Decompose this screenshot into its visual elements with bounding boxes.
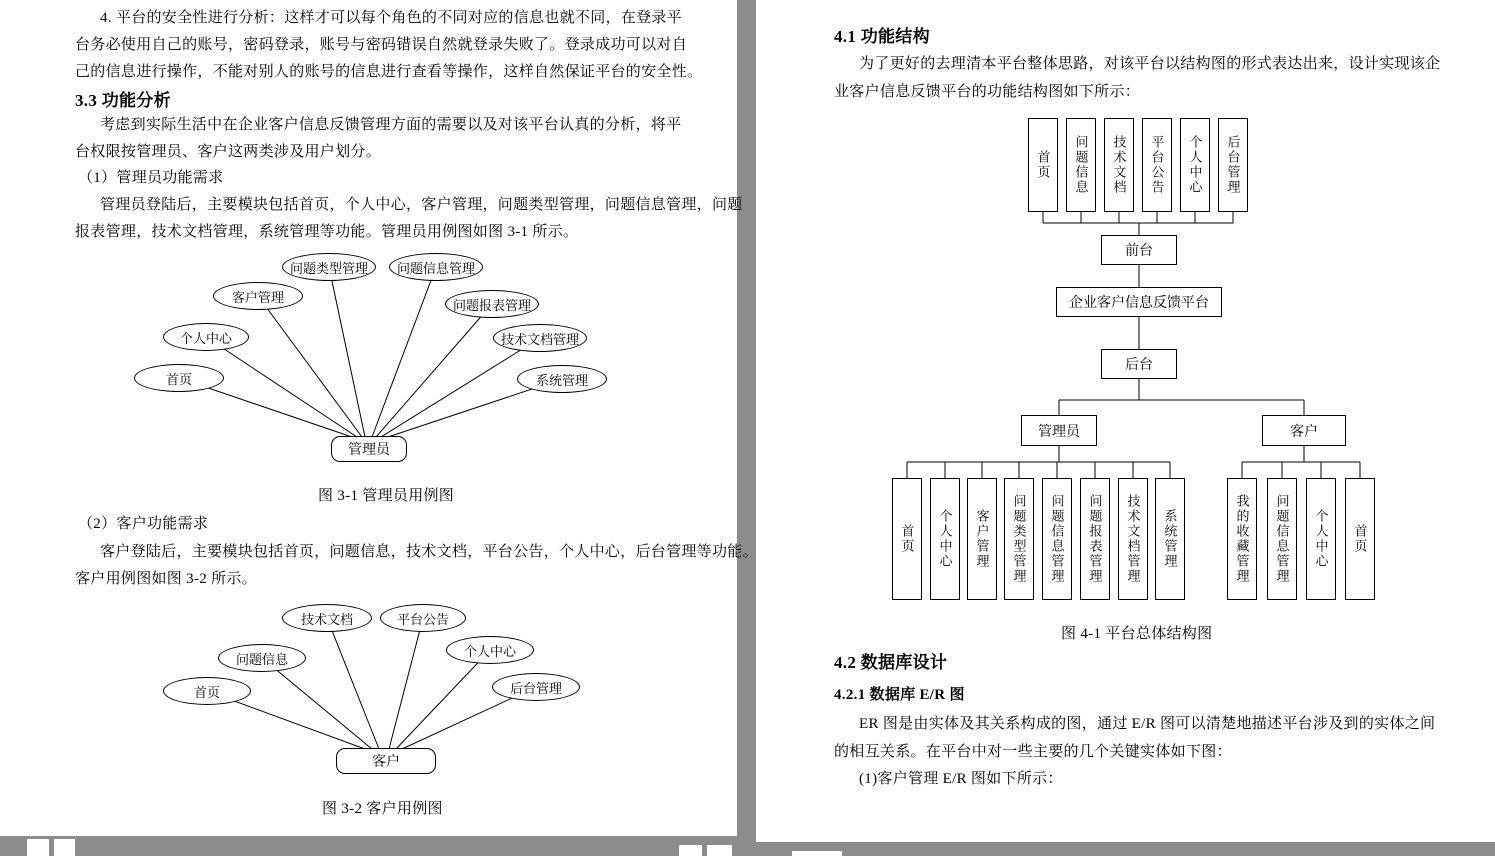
usecase-ellipse: 系统管理	[517, 365, 607, 393]
node-platform-root: 企业客户信息反馈平台	[1056, 287, 1222, 317]
paragraph-line: 客户登陆后，主要模块包括首页，问题信息，技术文档，平台公告，个人中心，后台管理等功能。	[100, 544, 758, 560]
module-box-admin: 问题类型管理	[1004, 478, 1034, 600]
next-page-fragment	[792, 851, 842, 856]
paragraph-line: 4. 平台的安全性进行分析：这样才可以每个角色的不同对应的信息也就不同，在登录平	[100, 10, 683, 26]
next-page-fragment	[679, 845, 702, 856]
usecase-ellipse: 平台公告	[380, 604, 466, 632]
next-page-fragment	[27, 839, 49, 856]
module-box-customer: 问题信息管理	[1267, 478, 1297, 600]
document-page-right	[756, 0, 1495, 842]
module-box-admin: 系统管理	[1155, 478, 1185, 600]
module-box-front: 技术文档	[1104, 118, 1134, 212]
paragraph-line: 管理员登陆后，主要模块包括首页，个人中心，客户管理，问题类型管理，问题信息管理，问题	[100, 197, 743, 213]
usecase-ellipse: 个人中心	[446, 636, 534, 664]
figure-caption-4-1: 图 4-1 平台总体结构图	[1061, 626, 1213, 642]
usecase-ellipse: 技术文档	[282, 604, 372, 632]
paragraph-line: 己的信息进行操作，不能对别人的账号的信息进行查看等操作，这样自然保证平台的安全性。	[75, 64, 703, 80]
node-customer: 客户	[1262, 415, 1346, 446]
module-box-front: 首页	[1028, 118, 1058, 212]
usecase-ellipse: 首页	[163, 677, 251, 705]
usecase-ellipse: 后台管理	[492, 673, 580, 701]
module-box-customer: 个人中心	[1306, 478, 1336, 600]
module-box-front: 平台公告	[1142, 118, 1172, 212]
module-box-customer: 我的收藏管理	[1227, 478, 1257, 600]
paragraph-line: 考虑到实际生活中在企业客户信息反馈管理方面的需要以及对该平台认真的分析，将平	[100, 117, 682, 133]
node-front-end: 前台	[1101, 235, 1177, 265]
paragraph-line: 业客户信息反馈平台的功能结构图如下所示：	[834, 84, 1141, 100]
paragraph-line: 为了更好的去理清本平台整体思路，对该平台以结构图的形式表达出来，设计实现该企	[859, 56, 1441, 72]
paragraph-line: 台权限按管理员、客户这两类涉及用户划分。	[75, 144, 382, 160]
actor-box-admin: 管理员	[331, 436, 407, 462]
module-box-admin: 问题信息管理	[1042, 478, 1072, 600]
module-box-admin: 技术文档管理	[1118, 478, 1148, 600]
module-box-customer: 首页	[1345, 478, 1375, 600]
section-heading-4-1: 4.1 功能结构	[834, 27, 930, 46]
section-heading-4-2: 4.2 数据库设计	[834, 653, 948, 672]
usecase-ellipse: 问题信息	[218, 644, 306, 672]
module-box-admin: 个人中心	[930, 478, 960, 600]
paragraph-line: 报表管理，技术文档管理，系统管理等功能。管理员用例图如图 3-1 所示。	[75, 224, 579, 240]
usecase-ellipse: 问题报表管理	[445, 290, 539, 318]
list-item-admin-requirement: （1）管理员功能需求	[78, 170, 224, 186]
paragraph-line: 客户用例图如图 3-2 所示。	[75, 571, 257, 587]
document-page-left	[0, 0, 758, 836]
usecase-ellipse: 问题信息管理	[389, 253, 483, 281]
module-box-admin: 问题报表管理	[1080, 478, 1110, 600]
usecase-ellipse: 首页	[134, 364, 224, 392]
paragraph-line: 台务必使用自己的账号，密码登录，账号与密码错误自然就登录失败了。登录成功可以对自	[75, 37, 688, 53]
figure-caption-3-1: 图 3-1 管理员用例图	[318, 488, 455, 504]
module-box-front: 问题信息	[1066, 118, 1096, 212]
actor-box-customer: 客户	[336, 748, 436, 774]
list-item-customer-requirement: （2）客户功能需求	[78, 516, 209, 532]
next-page-fragment	[54, 839, 75, 856]
node-admin: 管理员	[1021, 415, 1097, 446]
module-box-front: 后台管理	[1218, 118, 1248, 212]
usecase-ellipse: 客户管理	[213, 282, 303, 310]
module-box-admin: 首页	[892, 478, 922, 600]
usecase-ellipse: 问题类型管理	[282, 253, 376, 281]
node-back-end: 后台	[1101, 349, 1177, 379]
section-heading-4-2-1: 4.2.1 数据库 E/R 图	[834, 687, 965, 703]
module-box-admin: 客户管理	[967, 478, 997, 600]
paragraph-line: 的相互关系。在平台中对一些主要的几个关键实体如下图：	[834, 744, 1232, 760]
paragraph-line: ER 图是由实体及其关系构成的图，通过 E/R 图可以清楚地描述平台涉及到的实体之间	[859, 716, 1436, 732]
usecase-ellipse: 技术文档管理	[493, 324, 587, 352]
module-box-front: 个人中心	[1180, 118, 1210, 212]
next-page-fragment	[707, 845, 732, 856]
section-heading-3-3: 3.3 功能分析	[75, 91, 171, 110]
usecase-ellipse: 个人中心	[163, 323, 249, 351]
figure-caption-3-2: 图 3-2 客户用例图	[322, 801, 443, 817]
paragraph-line: (1)客户管理 E/R 图如下所示：	[859, 771, 1063, 787]
